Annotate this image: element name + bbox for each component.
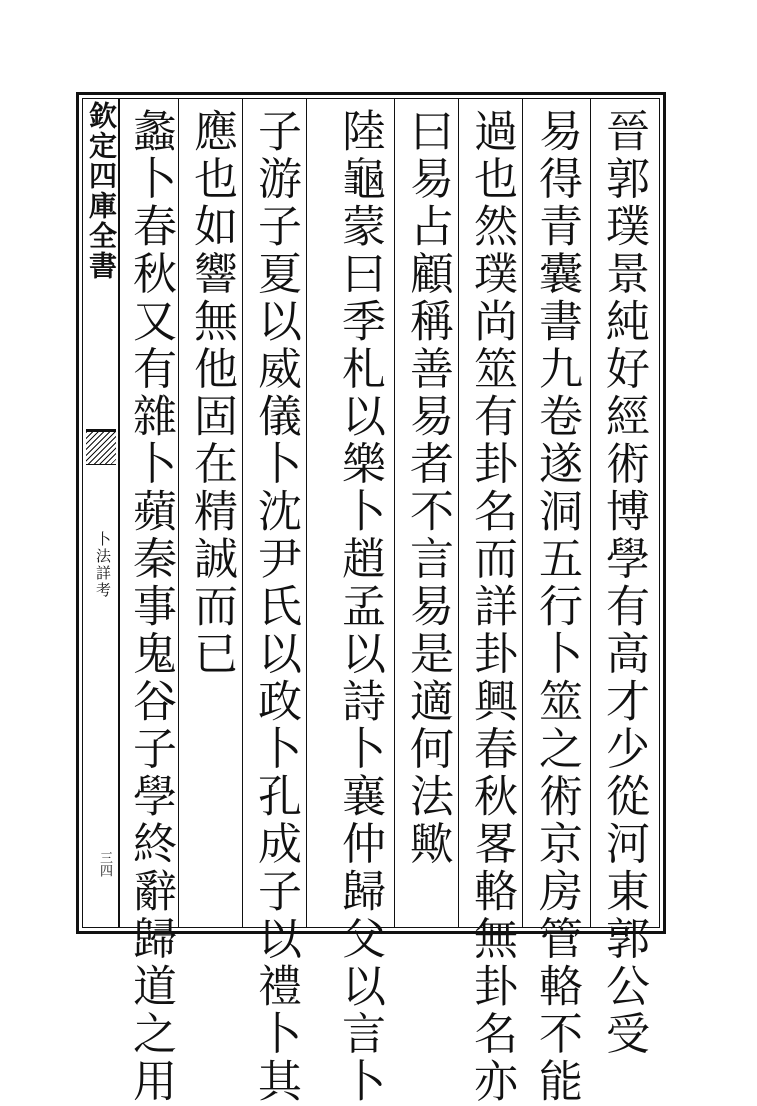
text-column-2: 易得青囊書九卷遂洞五行卜筮之術京房管輅不能 [531,108,582,1106]
text-column-6: 子游子夏以威儀卜沈尹氏以政卜孔成子以禮卜其 [250,108,301,1106]
column-rule [522,99,523,927]
text-column-8: 蠡卜春秋又有雜卜蘋秦事鬼谷子學終辭歸道之用 [125,108,176,1106]
text-column-7: 應也如響無他固在精誠而已 [186,108,237,678]
book-title: 欽定四庫全書 [85,101,118,281]
column-rule [178,99,179,927]
column-rule [458,99,459,927]
text-column-3: 過也然璞尚筮有卦名而詳卦興春秋畧輅無卦名亦 [466,108,517,1106]
page-number: 三四 [97,851,112,877]
text-column-1: 晉郭璞景純好經術博學有高才少從河東郭公受 [598,108,649,1058]
column-rule [394,99,395,927]
column-rule [306,99,307,927]
chapter-title: 卜法詳考 [94,531,112,599]
text-column-4: 曰易占顧稱善易者不言易是適何法歟 [402,108,453,868]
column-rule [242,99,243,927]
column-rule [590,99,591,927]
fishtail-ornament [86,429,116,465]
text-column-5: 陸龜蒙曰季札以樂卜趙孟以詩卜襄仲歸父以言卜 [334,108,385,1106]
margin-strip [84,99,120,927]
